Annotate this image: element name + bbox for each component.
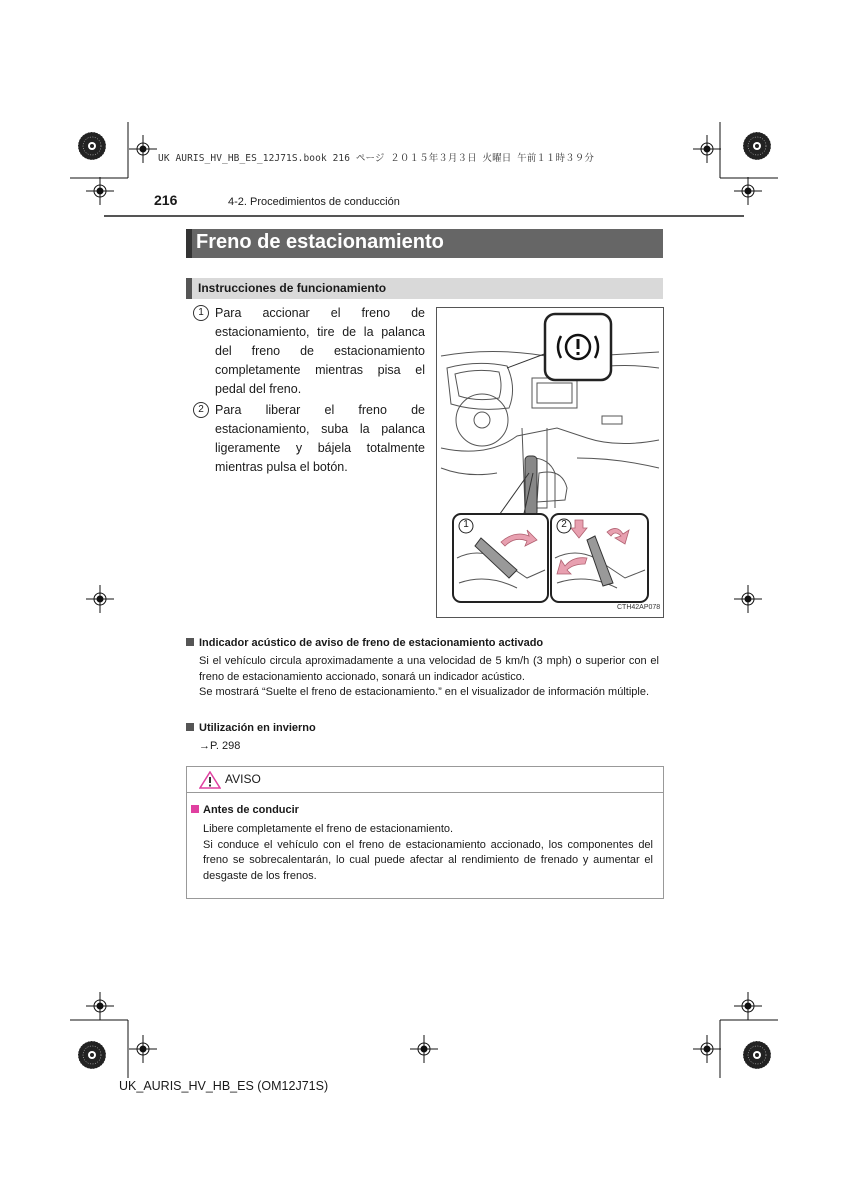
warning-heading [191, 804, 299, 816]
warning-title: AVISO [225, 772, 261, 786]
figure-code: CTH42AP078 [617, 604, 661, 611]
step-1-number: 1 [193, 305, 209, 321]
page-title: Freno de estacionamiento [196, 231, 444, 253]
warning-body [203, 822, 653, 884]
dashboard-illustration [437, 308, 663, 617]
step-2-text: Para liberar el freno de estacionamiento, suba la palanca ligeramente y bájela totalmente mientras pulsa el botón. [215, 403, 425, 474]
note-body-1 [199, 654, 659, 701]
subsection-title: Instrucciones de funcionamiento [198, 281, 387, 295]
warning-line-1: Libere completamente el freno de estacionamiento. [203, 823, 454, 835]
subsection-bar [186, 278, 663, 299]
square-bullet-icon [186, 638, 194, 646]
warning-heading-text: Antes de conducir [203, 804, 299, 816]
note-heading-1-text: Indicador acústico de aviso de freno de estacionamiento activado [199, 637, 544, 649]
step-1 [193, 304, 425, 399]
note-1-line-2: Se mostrará “Suelte el freno de estacionamiento.” en el visualizador de información múltiple. [199, 686, 650, 698]
note-1-line-1: Si el vehículo circula aproximadamente a una velocidad de 5 km/h (3 mph) o superior con el freno de estacionamiento accionado, sonará un indicador acústico. [199, 655, 659, 683]
warning-triangle-icon [199, 771, 221, 789]
subsection-bar-edge [186, 278, 192, 299]
winter-page-reference: →P. 298 [199, 740, 241, 752]
note-heading-1 [186, 637, 663, 649]
step-2-number: 2 [193, 402, 209, 418]
square-bullet-icon [186, 723, 194, 731]
section-path: 4-2. Procedimientos de conducción [228, 196, 400, 208]
warning-line-2: Si conduce el vehículo con el freno de estacionamiento accionado, los componentes del freno se sobrecalentarán, lo cual puede afectar al rendimiento de frenado y aumentar el desgaste de los frenos. [203, 838, 653, 882]
pink-square-bullet-icon [191, 805, 199, 813]
warning-header [187, 767, 663, 793]
title-bar-edge [186, 229, 192, 258]
page-title-bar [186, 229, 663, 258]
parking-brake-figure [436, 307, 664, 618]
header-rule [104, 215, 744, 217]
step-2 [193, 401, 425, 477]
step-1-text: Para accionar el freno de estacionamiento, tire de la palanca del freno de estacionamiento completamente mientras pisa el pedal del freno. [215, 306, 425, 396]
crop-header-text: UK AURIS_HV_HB_ES_12J71S.book 216 ページ ２０１５年３月３日 火曜日 午前１１時３９分 [158, 153, 594, 164]
inset-1-label: 1 [463, 519, 469, 530]
note-heading-2-text: Utilización en invierno [199, 722, 316, 734]
warning-box [186, 766, 664, 899]
note-heading-2 [186, 722, 663, 734]
inset-2-label: 2 [561, 519, 567, 530]
footer-code: UK_AURIS_HV_HB_ES (OM12J71S) [119, 1079, 329, 1093]
page-number: 216 [154, 192, 178, 208]
brake-lever-drawing [525, 456, 537, 516]
